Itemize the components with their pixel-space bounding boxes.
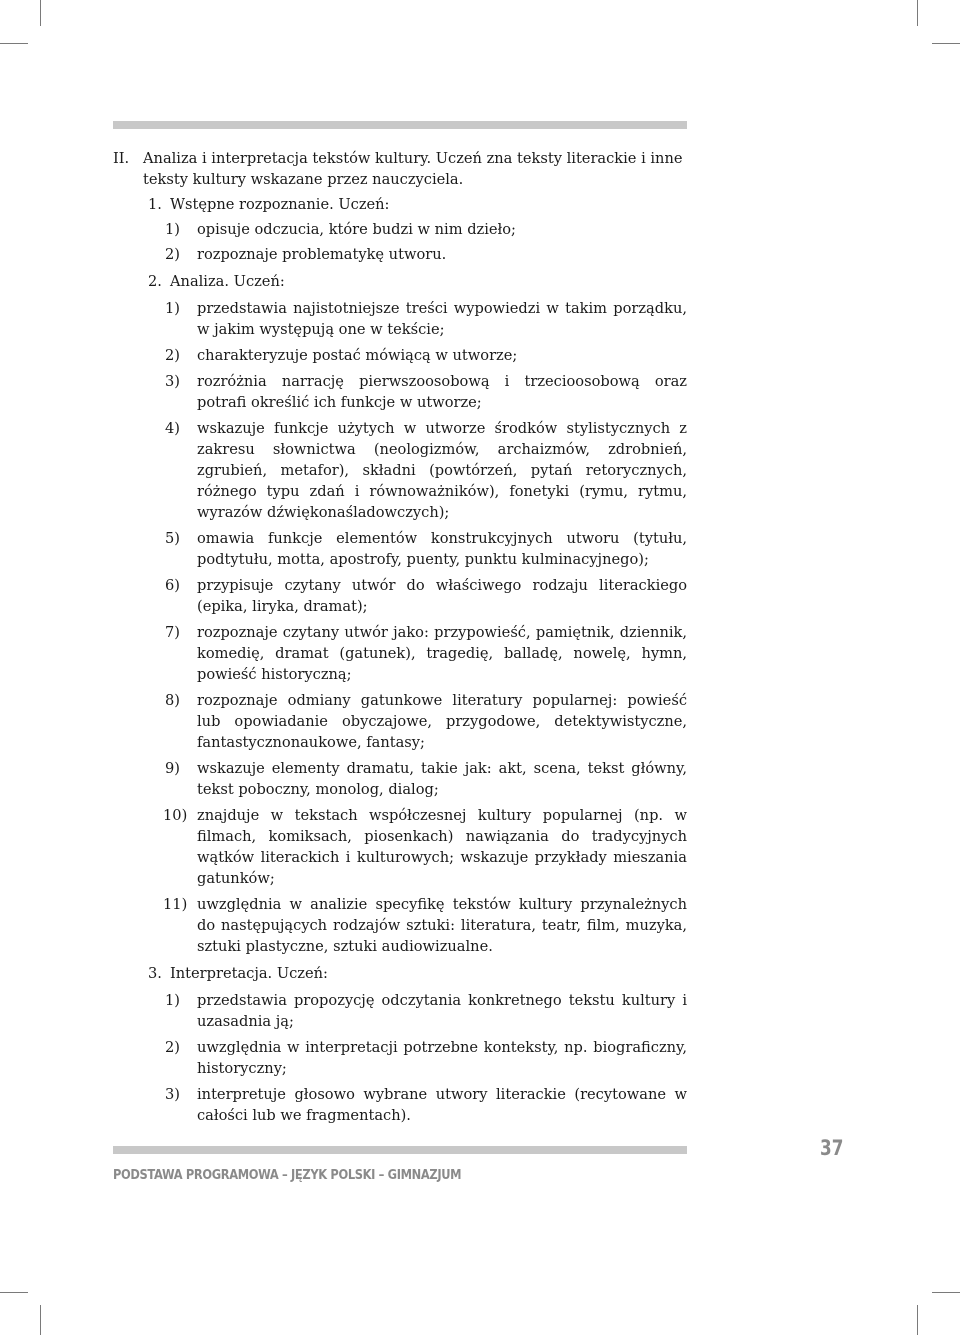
item-number: 1)	[165, 221, 180, 238]
item-text: interpretuje głosowo wybrane utwory literackie (recytowane w całości lub we fragmentach).	[197, 1086, 687, 1124]
list-item	[113, 894, 687, 957]
list-item	[113, 622, 687, 685]
subsection-heading	[113, 963, 687, 984]
item-number: 5)	[165, 530, 180, 547]
item-text: wskazuje elementy dramatu, takie jak: akt, scena, tekst główny, tekst poboczny, monolog, dialog;	[197, 760, 687, 798]
item-text: uwzględnia w interpretacji potrzebne konteksty, np. biograficzny, historyczny;	[197, 1039, 687, 1077]
list-item	[113, 219, 687, 240]
item-text: uwzględnia w analizie specyfikę tekstów kultury przynależnych do następujących rodzajów sztuki: literatura, teatr, film, muzyka, sztuki plastyczne, sztuki audiowizualne.	[197, 896, 687, 955]
item-text: rozpoznaje problematykę utworu.	[197, 246, 447, 263]
crop-mark	[40, 1305, 41, 1335]
subsection-title: Wstępne rozpoznanie. Uczeń:	[170, 196, 390, 213]
crop-mark	[932, 43, 960, 44]
item-number: 8)	[165, 692, 180, 709]
list-item	[113, 528, 687, 570]
crop-mark	[0, 1292, 28, 1293]
subsections	[113, 194, 687, 1126]
list-item	[113, 371, 687, 413]
crop-mark	[932, 1292, 960, 1293]
list-item	[113, 298, 687, 340]
subsection-heading	[113, 194, 687, 215]
item-number: 2)	[165, 246, 180, 263]
item-text: przedstawia propozycję odczytania konkretnego tekstu kultury i uzasadnia ją;	[197, 992, 687, 1030]
list-item	[113, 805, 687, 889]
item-text: przedstawia najistotniejsze treści wypowiedzi w takim porządku, w jakim występują one w tekście;	[197, 300, 687, 338]
crop-mark	[917, 0, 918, 26]
crop-mark	[0, 43, 28, 44]
item-text: omawia funkcje elementów konstrukcyjnych utworu (tytułu, podtytułu, motta, apostrofy, puenty, punktu kulminacyjnego);	[197, 530, 687, 568]
subsection-number: 1.	[148, 196, 162, 213]
item-number: 7)	[165, 624, 180, 641]
list-item	[113, 758, 687, 800]
subsection-title: Analiza. Uczeń:	[170, 273, 285, 290]
list-item	[113, 575, 687, 617]
item-text: znajduje w tekstach współczesnej kultury popularnej (np. w filmach, komiksach, piosenkach) nawiązania do tradycyjnych wątków literackich i kulturowych; wskazuje przykłady mieszania gatunków;	[197, 807, 687, 887]
item-number: 2)	[165, 347, 180, 364]
item-number: 3)	[165, 1086, 180, 1103]
list-item	[113, 1084, 687, 1126]
item-text: rozpoznaje czytany utwór jako: przypowieść, pamiętnik, dziennik, komedię, dramat (gatunek), tragedię, balladę, nowelę, hymn, powieść historyczną;	[197, 624, 687, 683]
item-number: 6)	[165, 577, 180, 594]
list-item	[113, 345, 687, 366]
list-item	[113, 418, 687, 523]
subsection-title: Interpretacja. Uczeń:	[170, 965, 328, 982]
item-number: 1)	[165, 992, 180, 1009]
subsection-number: 2.	[148, 273, 162, 290]
subsection-heading	[113, 271, 687, 292]
item-text: opisuje odczucia, które budzi w nim dzieło;	[197, 221, 516, 238]
item-text: wskazuje funkcje użytych w utworze środków stylistycznych z zakresu słownictwa (neologizmów, archaizmów, zdrobnień, zgrubień, metafor), składni (powtórzeń, pytań retorycznych, różnego typu zdań i równoważników), fonetyki (rymu, rytmu, wyrazów dźwiękonaśladowczych);	[197, 420, 687, 521]
section-title: Analiza i interpretacja tekstów kultury. Uczeń zna teksty literackie i inne teksty kultury wskazane przez nauczyciela.	[143, 150, 683, 188]
item-number: 3)	[165, 373, 180, 390]
subsection-number: 3.	[148, 965, 162, 982]
section-number: II.	[113, 150, 130, 167]
item-text: rozróżnia narrację pierwszoosobową i trzecioosobową oraz potrafi określić ich funkcje w utworze;	[197, 373, 687, 411]
item-list	[113, 990, 687, 1126]
section-heading	[113, 148, 687, 190]
item-number: 2)	[165, 1039, 180, 1056]
item-number: 9)	[165, 760, 180, 777]
item-number: 4)	[165, 420, 180, 437]
item-text: charakteryzuje postać mówiącą w utworze;	[197, 347, 518, 364]
header-rule	[113, 121, 687, 129]
list-item	[113, 690, 687, 753]
item-text: rozpoznaje odmiany gatunkowe literatury popularnej: powieść lub opowiadanie obyczajowe, przygodowe, detektywistyczne, fantastycznonaukowe, fantasy;	[197, 692, 687, 751]
item-list	[113, 298, 687, 957]
item-number: 1)	[165, 300, 180, 317]
item-text: przypisuje czytany utwór do właściwego rodzaju literackiego (epika, liryka, dramat);	[197, 577, 687, 615]
item-list	[113, 219, 687, 265]
crop-mark	[917, 1305, 918, 1335]
crop-mark	[40, 0, 41, 26]
footer-rule	[113, 1146, 687, 1154]
list-item	[113, 990, 687, 1032]
item-number: 10)	[163, 807, 188, 824]
document-body	[113, 148, 687, 1126]
page-number: 37	[820, 1136, 844, 1160]
footer-title: PODSTAWA PROGRAMOWA – JĘZYK POLSKI – GIMNAZJUM	[113, 1168, 462, 1183]
item-number: 11)	[163, 896, 188, 913]
list-item	[113, 244, 687, 265]
list-item	[113, 1037, 687, 1079]
